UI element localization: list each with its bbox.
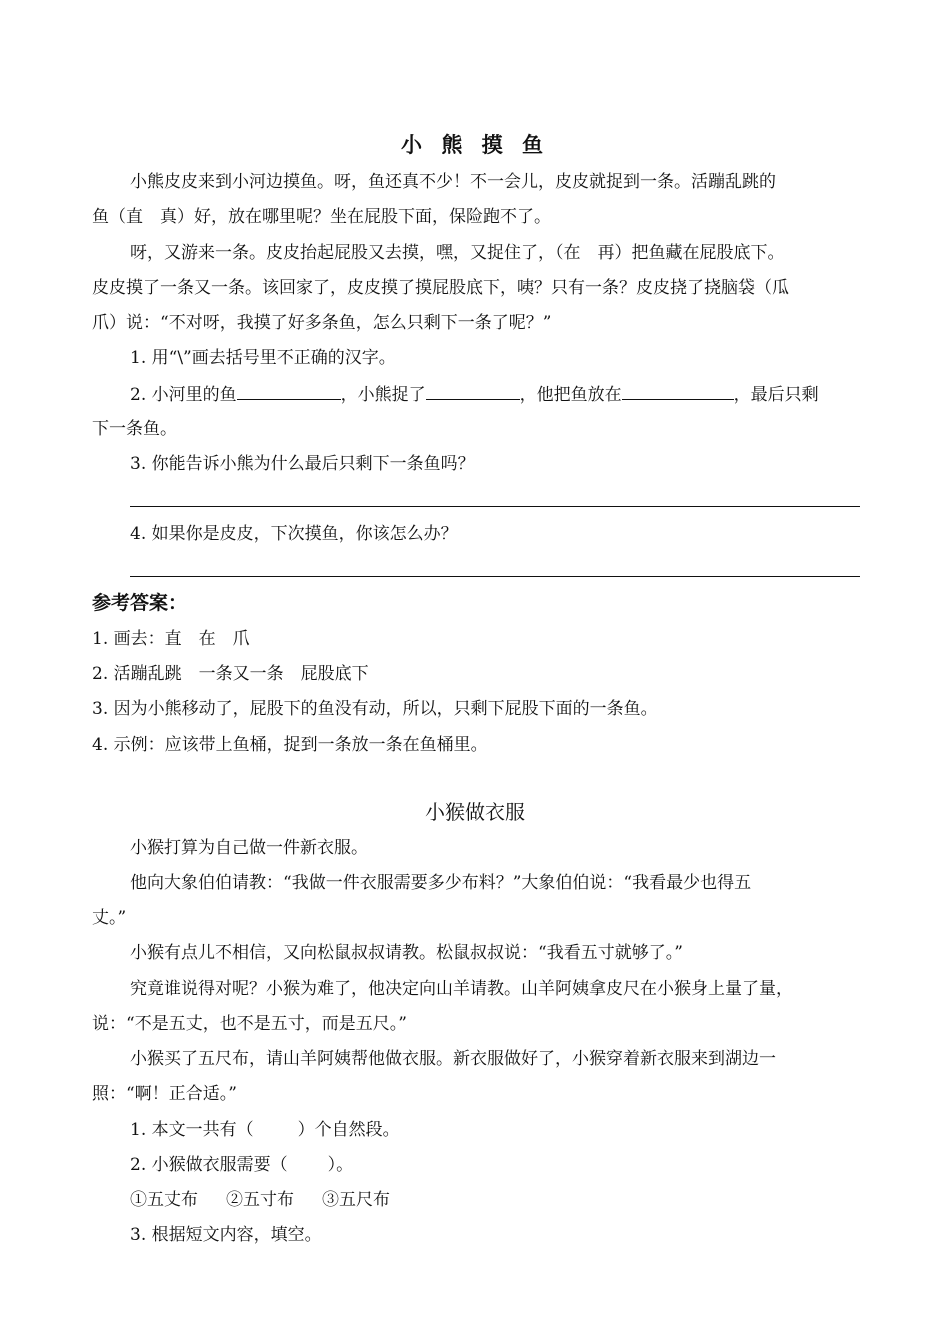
story2-para1: 小猴打算为自己做一件新衣服。 [130, 838, 368, 858]
fill-blank-3[interactable] [622, 381, 734, 400]
q2-text-a: 2. 小河里的鱼 [130, 385, 237, 405]
story2-question2 [130, 1153, 862, 1177]
q2-text-b: ，小熊捉了 [340, 385, 426, 405]
story2-para2-line2: 丈。” [92, 908, 127, 928]
story2-question3: 3. 根据短文内容，填空。 [130, 1225, 322, 1245]
answer-2: 2. 活蹦乱跳 一条又一条 屁股底下 [92, 664, 369, 684]
story1-question1: 1. 用“\”画去括号里不正确的汉字。 [130, 348, 396, 368]
story1-para2-line2: 皮皮摸了一条又一条。该回家了，皮皮摸了摸屁股底下，咦？只有一条？皮皮挠了挠脑袋（瓜 [92, 278, 789, 298]
story1-question2-line2: 下一条鱼。 [92, 419, 177, 439]
answer-3: 3. 因为小熊移动了，屁股下的鱼没有动，所以，只剩下屁股下面的一条鱼。 [92, 699, 658, 719]
story2-question1 [130, 1118, 862, 1142]
story2-para4-line1: 究竟谁说得对呢？小猴为难了，他决定向山羊请教。山羊阿姨拿皮尺在小猴身上量了量， [130, 979, 793, 999]
story1-question4: 4. 如果你是皮皮，下次摸鱼，你该怎么办？ [130, 524, 458, 544]
story2-para2-line1: 他向大象伯伯请教：“我做一件衣服需要多少布料？”大象伯伯说：“我看最少也得五 [130, 873, 752, 893]
answer-4: 4. 示例：应该带上鱼桶，捉到一条放一条在鱼桶里。 [92, 735, 488, 755]
answer-1: 1. 画去：直 在 爪 [92, 629, 250, 649]
story1-para2-line3: 爪）说：“不对呀，我摸了好多条鱼，怎么只剩下一条了呢？” [92, 313, 552, 333]
fill-blank-1[interactable] [237, 381, 341, 400]
option-2[interactable]: ②五寸布 [226, 1190, 294, 1210]
answers-heading: 参考答案： [92, 592, 188, 614]
s2-q1-text-a: 1. 本文一共有（ [130, 1120, 254, 1140]
fill-blank-2[interactable] [426, 381, 520, 400]
q2-text-d: ，最后只剩 [733, 385, 819, 405]
story2-para5-line2: 照：“啊！正合适。” [92, 1084, 237, 1104]
option-1[interactable]: ①五丈布 [130, 1190, 198, 1210]
story1-question2 [130, 381, 862, 407]
story2-para3: 小猴有点儿不相信，又向松鼠叔叔请教。松鼠叔叔说：“我看五寸就够了。” [130, 943, 683, 963]
q2-text-c: ，他把鱼放在 [519, 385, 622, 405]
story1-para2-line1: 呀，又游来一条。皮皮抬起屁股又去摸，嘿，又捉住了，（在 再）把鱼藏在屁股底下。 [130, 243, 785, 263]
story2-question2-options [130, 1188, 862, 1212]
story1-para1-line2: 鱼（直 真）好，放在哪里呢？坐在屁股下面，保险跑不了。 [92, 207, 551, 227]
story1-title: 小 熊 摸 鱼 [401, 132, 549, 157]
answer-line-q4[interactable] [130, 576, 860, 577]
story2-para4-line2: 说：“不是五丈，也不是五寸，而是五尺。” [92, 1014, 407, 1034]
story2-para5-line1: 小猴买了五尺布，请山羊阿姨帮他做衣服。新衣服做好了，小猴穿着新衣服来到湖边一 [130, 1049, 776, 1069]
s2-q1-text-b: ）个自然段。 [297, 1120, 400, 1140]
story1-question3: 3. 你能告诉小熊为什么最后只剩下一条鱼吗？ [130, 454, 475, 474]
story2-title: 小猴做衣服 [425, 800, 525, 824]
s2-q2-text-b: ）。 [327, 1155, 354, 1175]
s2-q2-text-a: 2. 小猴做衣服需要（ [130, 1155, 288, 1175]
option-3[interactable]: ③五尺布 [322, 1190, 390, 1210]
story1-para1-line1: 小熊皮皮来到小河边摸鱼。呀，鱼还真不少！不一会儿，皮皮就捉到一条。活蹦乱跳的 [130, 172, 776, 192]
answer-line-q3[interactable] [130, 506, 860, 507]
